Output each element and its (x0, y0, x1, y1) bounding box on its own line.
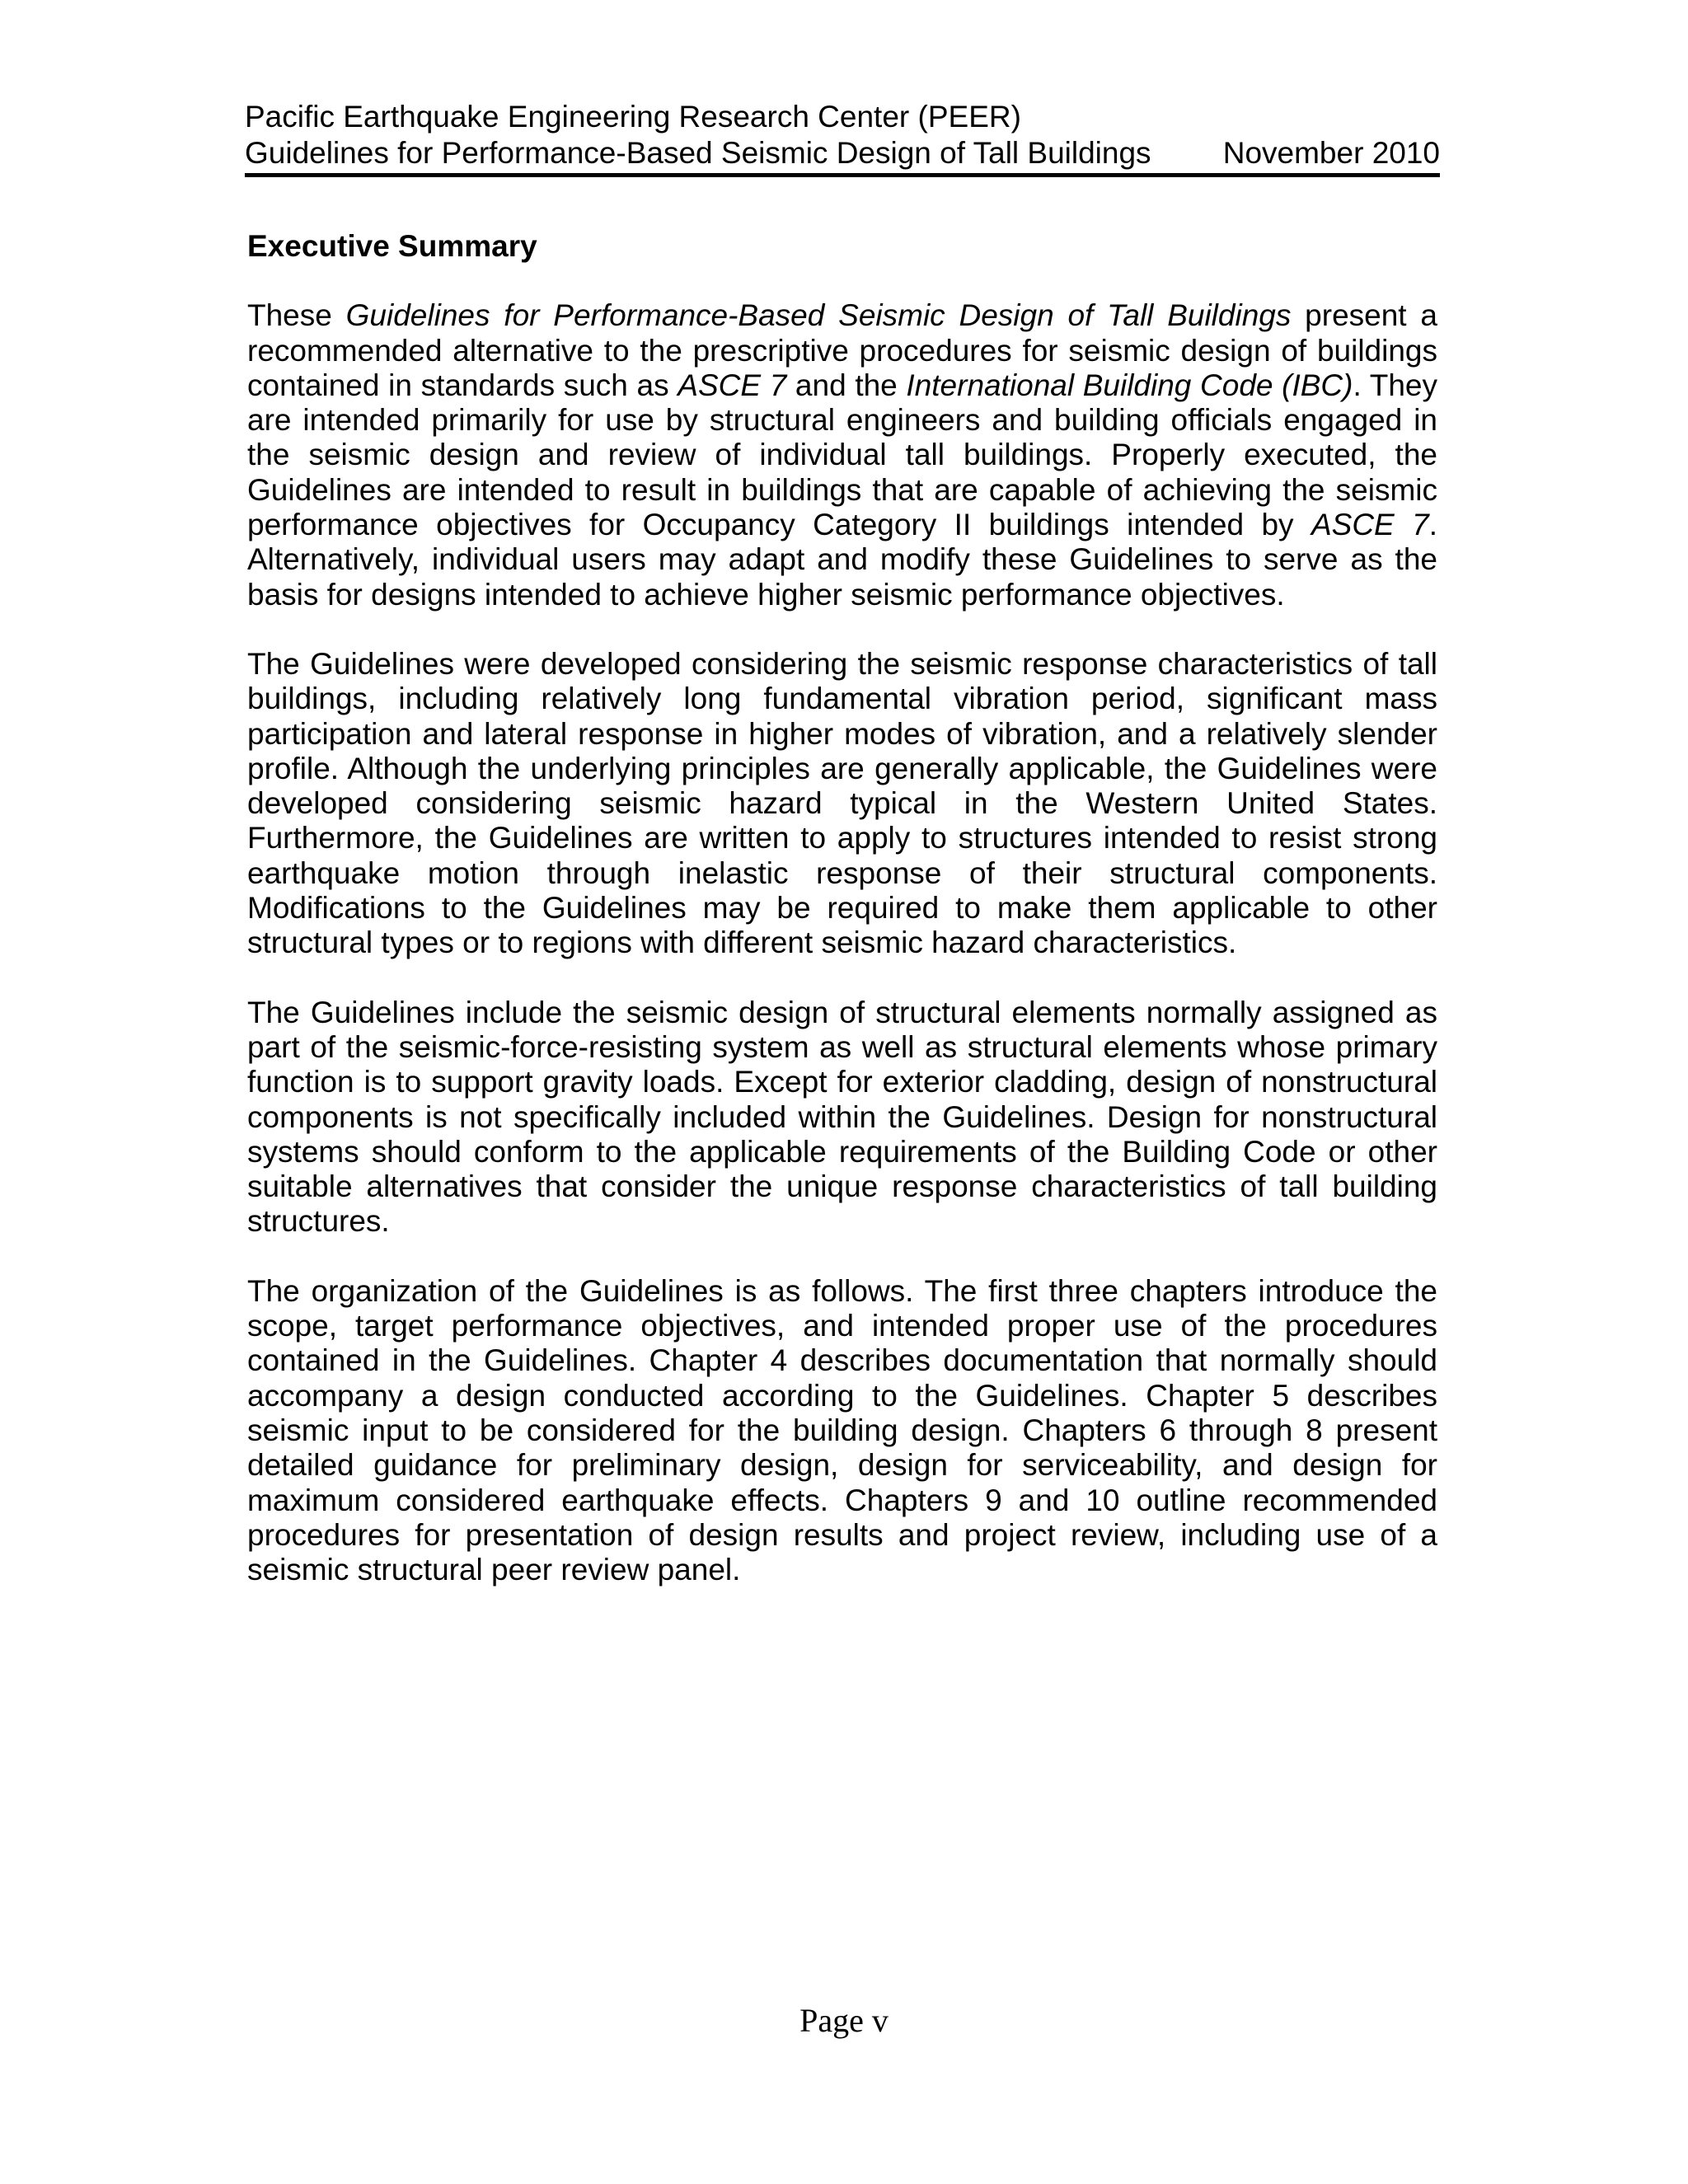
header-date: November 2010 (1222, 136, 1440, 170)
paragraph-1 (247, 298, 1437, 612)
page-content (247, 229, 1437, 1622)
p1-italic-asce7: ASCE 7 (678, 368, 787, 402)
header-org: Pacific Earthquake Engineering Research Center (PEER) (245, 100, 1021, 134)
p1-text-1: These (247, 298, 346, 333)
p1-text-2: present a recommended alternative to the prescriptive procedures for seismic design of buildings contained in standards such as (247, 298, 1437, 402)
paragraph-4: The organization of the Guidelines is as follows. The first three chapters introduce the scope, target performance objectives, and intended proper use of the procedures contained in the Guidelines. Chapter 4 describes documentation that normally should accompany a design conducted according to the Guidelines. Chapter 5 describes seismic input to be considered for the building design. Chapters 6 through 8 present detailed guidance for preliminary design, design for serviceability, and design for maximum considered earthquake effects. Chapters 9 and 10 outline recommended procedures for presentation of design results and project review, including use of a seismic structural peer review panel. (247, 1273, 1437, 1587)
p1-text-5: . Alternatively, individual users may adapt and modify these Guidelines to serve as the basis for designs intended to achieve higher seismic performance objectives. (247, 508, 1437, 612)
p1-italic-asce7-second: ASCE 7 (1311, 508, 1429, 542)
p1-italic-ibc: International Building Code (IBC) (906, 368, 1353, 402)
p1-text-4: . They are intended primarily for use by structural engineers and building officials engaged in the seismic design and review of individual tall buildings. Properly executed, the Guidelines are intended to result in buildings that are capable of achieving the seismic performance objectives for Occupancy Category II buildings intended by (247, 368, 1437, 542)
page-number: Page v (799, 2002, 889, 2039)
paragraph-2: The Guidelines were developed considering the seismic response characteristics of tall buildings, including relatively long fundamental vibration period, significant mass participation and lateral response in higher modes of vibration, and a relatively slender profile. Although the underlying principles are generally applicable, the Guidelines were developed considering seismic hazard typical in the Western United States. Furthermore, the Guidelines are written to apply to structures intended to resist strong earthquake motion through inelastic response of their structural components. Modifications to the Guidelines may be required to make them applicable to other structural types or to regions with different seismic hazard characteristics. (247, 646, 1437, 960)
header-org-row (245, 99, 1440, 135)
header-title-row (245, 135, 1440, 171)
p1-italic-guidelines-title: Guidelines for Performance-Based Seismic Design of Tall Buildings (345, 298, 1292, 333)
running-header (245, 99, 1440, 177)
section-heading: Executive Summary (247, 229, 537, 263)
paragraph-3: The Guidelines include the seismic design of structural elements normally assigned as part of the seismic-force-resisting system as well as structural elements whose primary function is to support gravity loads. Except for exterior cladding, design of nonstructural components is not specifically included within the Guidelines. Design for nonstructural systems should conform to the applicable requirements of the Building Code or other suitable alternatives that consider the unique response characteristics of tall building structures. (247, 995, 1437, 1239)
p1-text-3: and the (786, 368, 907, 402)
header-doc-title: Guidelines for Performance-Based Seismic Design of Tall Buildings (245, 136, 1151, 170)
